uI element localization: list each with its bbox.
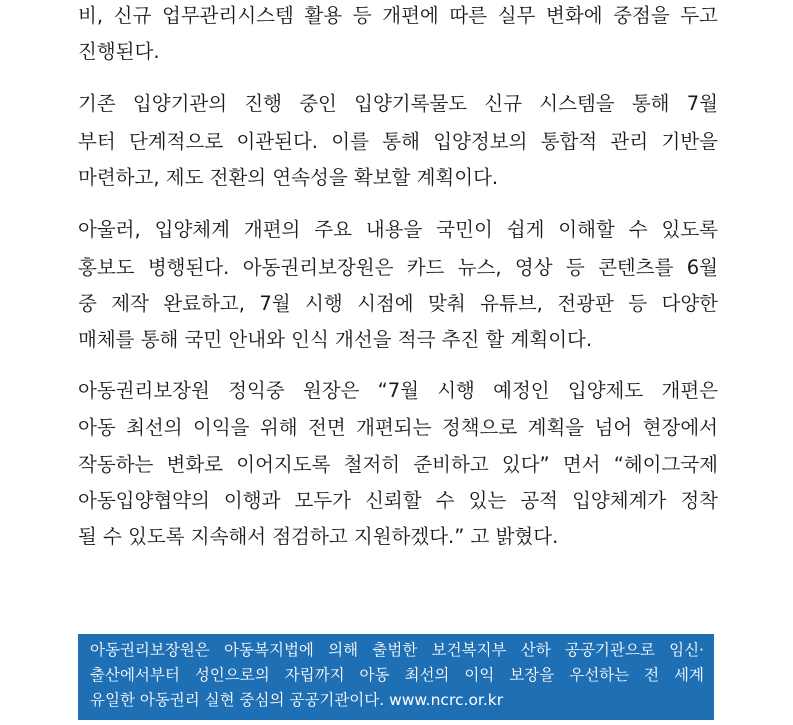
paragraph-2-line-2: 부터 단계적으로 이관된다. 이를 통해 입양정보의 통합적 관리 기반을 [78, 130, 718, 153]
paragraph-4-line-1: 아동권리보장원 정익중 원장은 “7월 시행 예정인 입양제도 개편은 [78, 379, 718, 402]
paragraph-2-line-3: 마련하고, 제도 전환의 연속성을 확보할 계획이다. [78, 166, 499, 189]
paragraph-4-line-4: 아동입양협약의 이행과 모두가 신뢰할 수 있는 공적 입양체계가 정착 [78, 489, 718, 512]
paragraph-4-line-3: 작동하는 변화로 이어지도록 철저히 준비하고 있다” 면서 “헤이그국제 [78, 453, 718, 476]
info-box-line-3: 유일한 아동권리 실현 중심의 공공기관이다. www.ncrc.or.kr [90, 691, 504, 709]
paragraph-4-line-2: 아동 최선의 이익을 위해 전면 개편되는 정책으로 계획을 넘어 현장에서 [78, 416, 718, 439]
paragraph-1-line-2: 진행된다. [78, 40, 160, 63]
paragraph-1-line-1: 비, 신규 업무관리시스템 활용 등 개편에 따른 실무 변화에 중점을 두고 [78, 4, 718, 27]
paragraph-4-line-5: 될 수 있도록 지속해서 점검하고 지원하겠다.” 고 밝혔다. [78, 525, 559, 548]
paragraph-3-line-1: 아울러, 입양체계 개편의 주요 내용을 국민이 쉽게 이해할 수 있도록 [78, 218, 718, 241]
paragraph-3-line-4: 매체를 통해 국민 안내와 인식 개선을 적극 추진 할 계획이다. [78, 328, 593, 351]
paragraph-3-line-3: 중 제작 완료하고, 7월 시행 시점에 맞춰 유튜브, 전광판 등 다양한 [78, 292, 718, 315]
info-box-line-2: 출산에서부터 성인으로의 자립까지 아동 최선의 이익 보장을 우선하는 전 세계 [90, 666, 704, 684]
paragraph-3-line-2: 홍보도 병행된다. 아동권리보장원은 카드 뉴스, 영상 등 콘텐츠를 6월 [78, 256, 718, 279]
organization-info-box [78, 634, 714, 720]
info-box-line-1: 아동권리보장원은 아동복지법에 의해 출범한 보건복지부 산하 공공기관으로 임신· [90, 641, 704, 659]
paragraph-2-line-1: 기존 입양기관의 진행 중인 입양기록물도 신규 시스템을 통해 7월 [78, 92, 718, 115]
